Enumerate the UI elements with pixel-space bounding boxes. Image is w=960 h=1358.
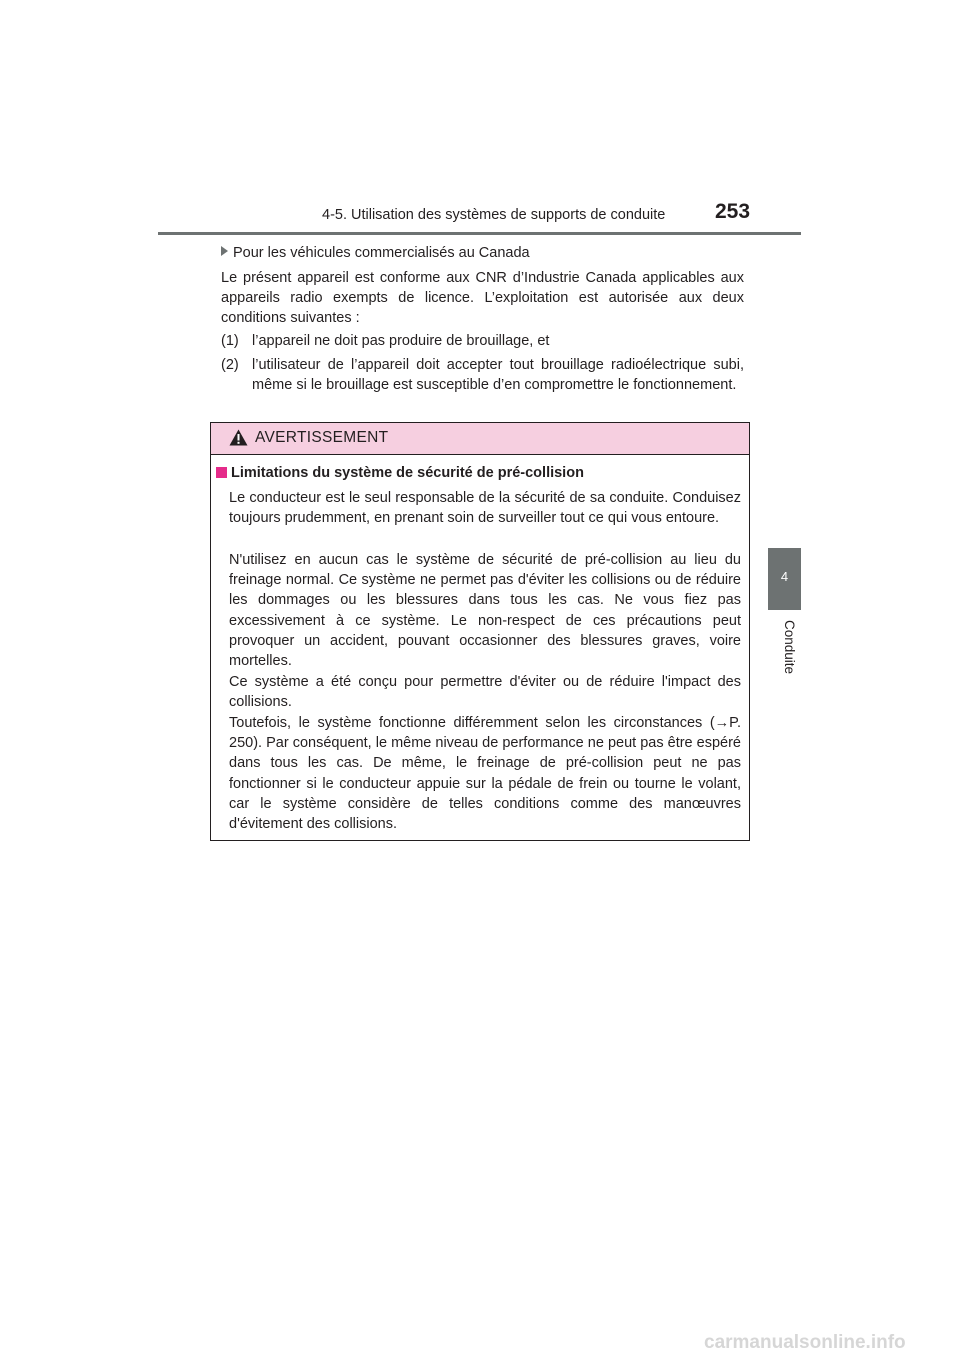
list-item-text: l’utilisateur de l’appareil doit accepter tout brouillage radioélectrique subi, même si le brouillage est susceptible d’en compromettre le fonctionnement. <box>252 357 744 393</box>
warning-header <box>211 423 749 455</box>
intro-paragraph: Le présent appareil est conforme aux CNR d’Industrie Canada applicables aux appareils radio exempts de licence. L’exploitation est autorisée aux deux conditions suivantes : <box>221 270 744 326</box>
chapter-number: 4 <box>780 569 789 584</box>
warning-paragraph: Toutefois, le système fonctionne différemment selon les circonstances (→P. 250). Par conséquent, le même niveau de performance ne peut pas être espéré dans tous les cas. De même, le freinage de pré-collision peut ne pas fonctionner si le conducteur appuie sur la pédale de frein ou tourne le volant, car le système considère de telles conditions comme des manœuvres d'évitement des collisions. <box>229 715 741 833</box>
subheading <box>221 243 744 263</box>
header-divider <box>158 232 801 235</box>
list-item-text: l’appareil ne doit pas produire de brouillage, et <box>252 333 550 349</box>
chapter-tab <box>768 548 801 610</box>
list-item-number: (1) <box>221 333 239 349</box>
warning-paragraph: N'utilisez en aucun cas le système de sécurité de pré-collision au lieu du freinage normal. Ce système ne permet pas d'éviter les collisions ou de réduire les dommages ou les blessures dans tous les cas. Ne vous fiez pas excessivement à ce système. Le non-respect de ces précautions peut provoquer un accident, pouvant occasionner des blessures graves, voire mortelles. <box>229 552 741 670</box>
page-number: 253 <box>715 200 751 223</box>
warning-box <box>210 422 750 841</box>
arrow-bullet-icon <box>221 246 228 256</box>
chapter-label: Conduite <box>782 620 797 675</box>
warning-heading <box>216 465 584 481</box>
section-title: 4-5. Utilisation des systèmes de supports de conduite <box>322 207 666 223</box>
svg-text:carmanualsonline.info: carmanualsonline.info <box>704 1332 906 1353</box>
list-item-number: (2) <box>221 357 239 373</box>
square-bullet-icon <box>216 467 227 478</box>
warning-title: AVERTISSEMENT <box>255 429 389 446</box>
watermark-logo <box>704 1330 954 1354</box>
warning-paragraph: Ce système a été conçu pour permettre d'éviter ou de réduire l'impact des collisions. <box>229 674 741 711</box>
subheading-text: Pour les véhicules commercialisés au Canada <box>233 245 530 261</box>
list-item <box>221 331 744 351</box>
warning-triangle-icon <box>229 429 248 446</box>
warning-paragraph: Le conducteur est le seul responsable de la sécurité de sa conduite. Conduisez toujours prudemment, en prenant soin de surveiller tout ce qui vous entoure. <box>229 490 741 527</box>
list-item <box>221 355 744 395</box>
warning-heading-text: Limitations du système de sécurité de pré-collision <box>231 465 584 481</box>
